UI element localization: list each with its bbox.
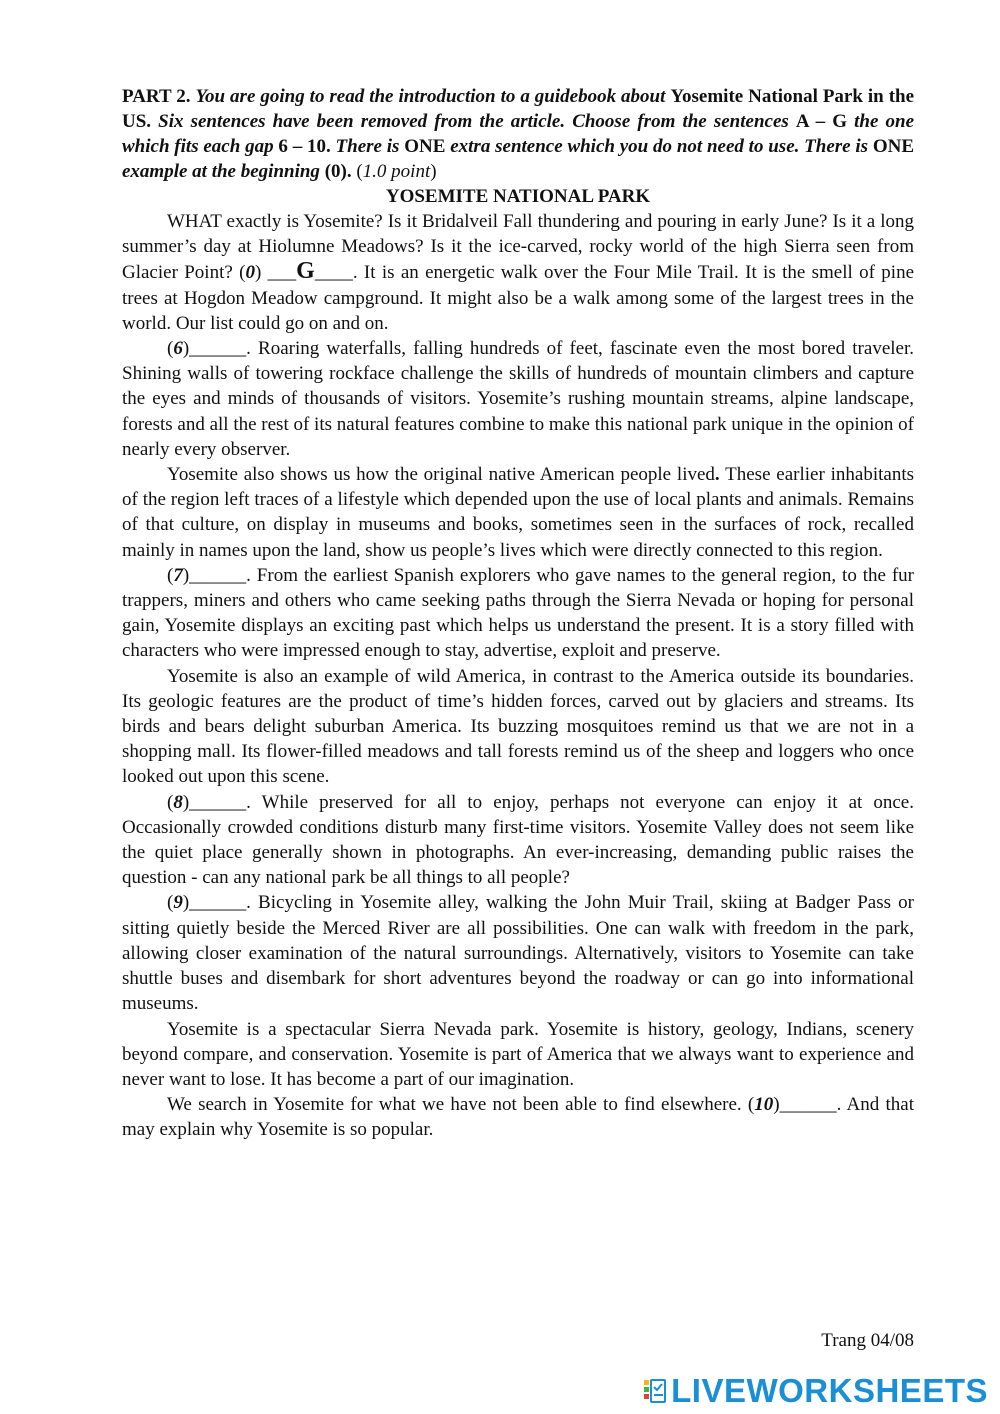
gap-7-blank[interactable]: )______. From the earliest Spanish explorers who gave names to the general region, to the fur trappers, miners and others who came seeking paths through the Sierra Nevada or hoping for personal gain, Yosemite displays an exciting past which helps us understand the present. It is a story filled with characters who were impressed enough to stay, advertise, exploit and preserve. [122,564,914,662]
liveworksheets-brand[interactable] [643,1372,988,1410]
gap-8-label: 8 [173,791,183,813]
example-answer: G [296,258,315,285]
gap-9-label: 9 [173,892,183,914]
paragraph-4: (7)______. From the earliest Spanish explorers who gave names to the general region, to the fur trappers, miners and others who came seeking paths through the Sierra Nevada or hoping for personal gain, Yosemite displays an exciting past which helps us understand the present. It is a story filled with characters who were impressed enough to stay, advertise, exploit and preserve. [122,564,914,662]
gap-7-label: 7 [173,564,183,586]
brand-name: LIVEWORKSHEETS [671,1372,988,1409]
liveworksheets-logo-icon [643,1377,667,1405]
gap-10-blank[interactable]: )______. And that may explain why Yosemite is so popular. [122,1094,915,1141]
paragraph-6: (8)______. While preserved for all to enjoy, perhaps not everyone can enjoy it at once. Occasionally crowded conditions disturb many first-time visitors. Yosemite Valley does not seem like the quiet place generally shown in photographs. An ever-increasing, demanding public raises the question - can any national park be all things to all people? [122,791,914,889]
page-number: Trang 04/08 [821,1330,914,1351]
gap-6-blank[interactable]: )______. Roaring waterfalls, falling hundreds of feet, fascinate even the most bored traveler. Shining walls of towering rockface challenge the skills of hundreds of mountain climbers and capture the eyes and minds of thousands of visitors. Yosemite’s rushing mountain streams, alpine landscape, forests and all the rest of its natural features combine to make this national park unique in the opinion of nearly every observer. [122,338,914,460]
task-instructions: PART 2. You are going to read the introduction to a guidebook about Yosemite National Park in the US. Six sentences have been removed from the article. Choose from the sentences A – G the one which fits each gap 6 – 10. There is ONE extra sentence which you do not need to use. There is ONE example at the beginning (0). (1.0 point) [122,86,915,182]
article-title: YOSEMITE NATIONAL PARK [385,186,651,207]
gap-9-blank[interactable]: )______. Bicycling in Yosemite alley, walking the John Muir Trail, skiing at Badger Pass or sitting quietly beside the Merced River are all possibilities. One can walk with freedom in the park, allowing closer examination of the natural surroundings. Alternatively, visitors to Yosemite can take shuttle buses and disembark for short adventures beyond the roadway or can go into informational museums. [122,892,914,1015]
gap-8-blank[interactable]: )______. While preserved for all to enjoy, perhaps not everyone can enjoy it at once. Occasionally crowded conditions disturb many first-time visitors. Yosemite Valley does not seem like the quiet place generally shown in photographs. An ever-increasing, demanding public raises the question - can any national park be all things to all people? [122,791,914,889]
gap-10-label: 10 [754,1094,774,1116]
paragraph-3: Yosemite also shows us how the original native American people lived. These earlier inhabitants of the region left traces of a lifestyle which depended upon the use of local plants and animals. Remains of that culture, on display in museums and books, sometimes seen in the surfaces of rock, recalled mainly in names upon the land, show us people’s lives which were directly connected to this region. [122,464,914,561]
paragraph-1: WHAT exactly is Yosemite? Is it Bridalveil Fall thundering and pouring in early June? Is it a long summer’s day at Hiolumne Meadows? Is it the ice-carved, rocky world of the high Sierra seen from Glacier Point? (0) ___G____. It is an energetic walk over the Four Mile Trail. It is the smell of pine trees at Hogdon Meadow campground. It might also be a walk among some of the largest trees in the world. Our list could go on and on. [122,211,914,334]
gap-0-label: 0 [245,262,255,284]
gap-6-label: 6 [173,338,183,360]
document-page [122,84,914,1143]
paragraph-5: Yosemite is also an example of wild America, in contrast to the America outside its boundaries. Its geologic features are the product of time’s hidden forces, carved out by glaciers and streams. Its birds and bears delight suburban America. Its buzzing mosquitoes remind us that we are not in a shopping mall. Its flower-filled meadows and tall forests remind us of the sheep and loggers who once looked out upon this scene. [122,665,914,788]
paragraph-8: Yosemite is a spectacular Sierra Nevada park. Yosemite is history, geology, Indians, scenery beyond compare, and conservation. Yosemite is part of America that we always want to experience and never want to lose. It has become a part of our imagination. [122,1018,914,1090]
paragraph-7: (9)______. Bicycling in Yosemite alley, walking the John Muir Trail, skiing at Badger Pass or sitting quietly beside the Merced River are all possibilities. One can walk with freedom in the park, allowing closer examination of the natural surroundings. Alternatively, visitors to Yosemite can take shuttle buses and disembark for short adventures beyond the roadway or can go into informational museums. [122,892,914,1015]
paragraph-2: (6)______. Roaring waterfalls, falling hundreds of feet, fascinate even the most bored traveler. Shining walls of towering rockface challenge the skills of hundreds of mountain climbers and capture the eyes and minds of thousands of visitors. Yosemite’s rushing mountain streams, alpine landscape, forests and all the rest of its natural features combine to make this national park unique in the opinion of nearly every observer. [122,338,914,460]
paragraph-9: We search in Yosemite for what we have not been able to find elsewhere. (10)______. And that may explain why Yosemite is so popular. [122,1094,915,1141]
